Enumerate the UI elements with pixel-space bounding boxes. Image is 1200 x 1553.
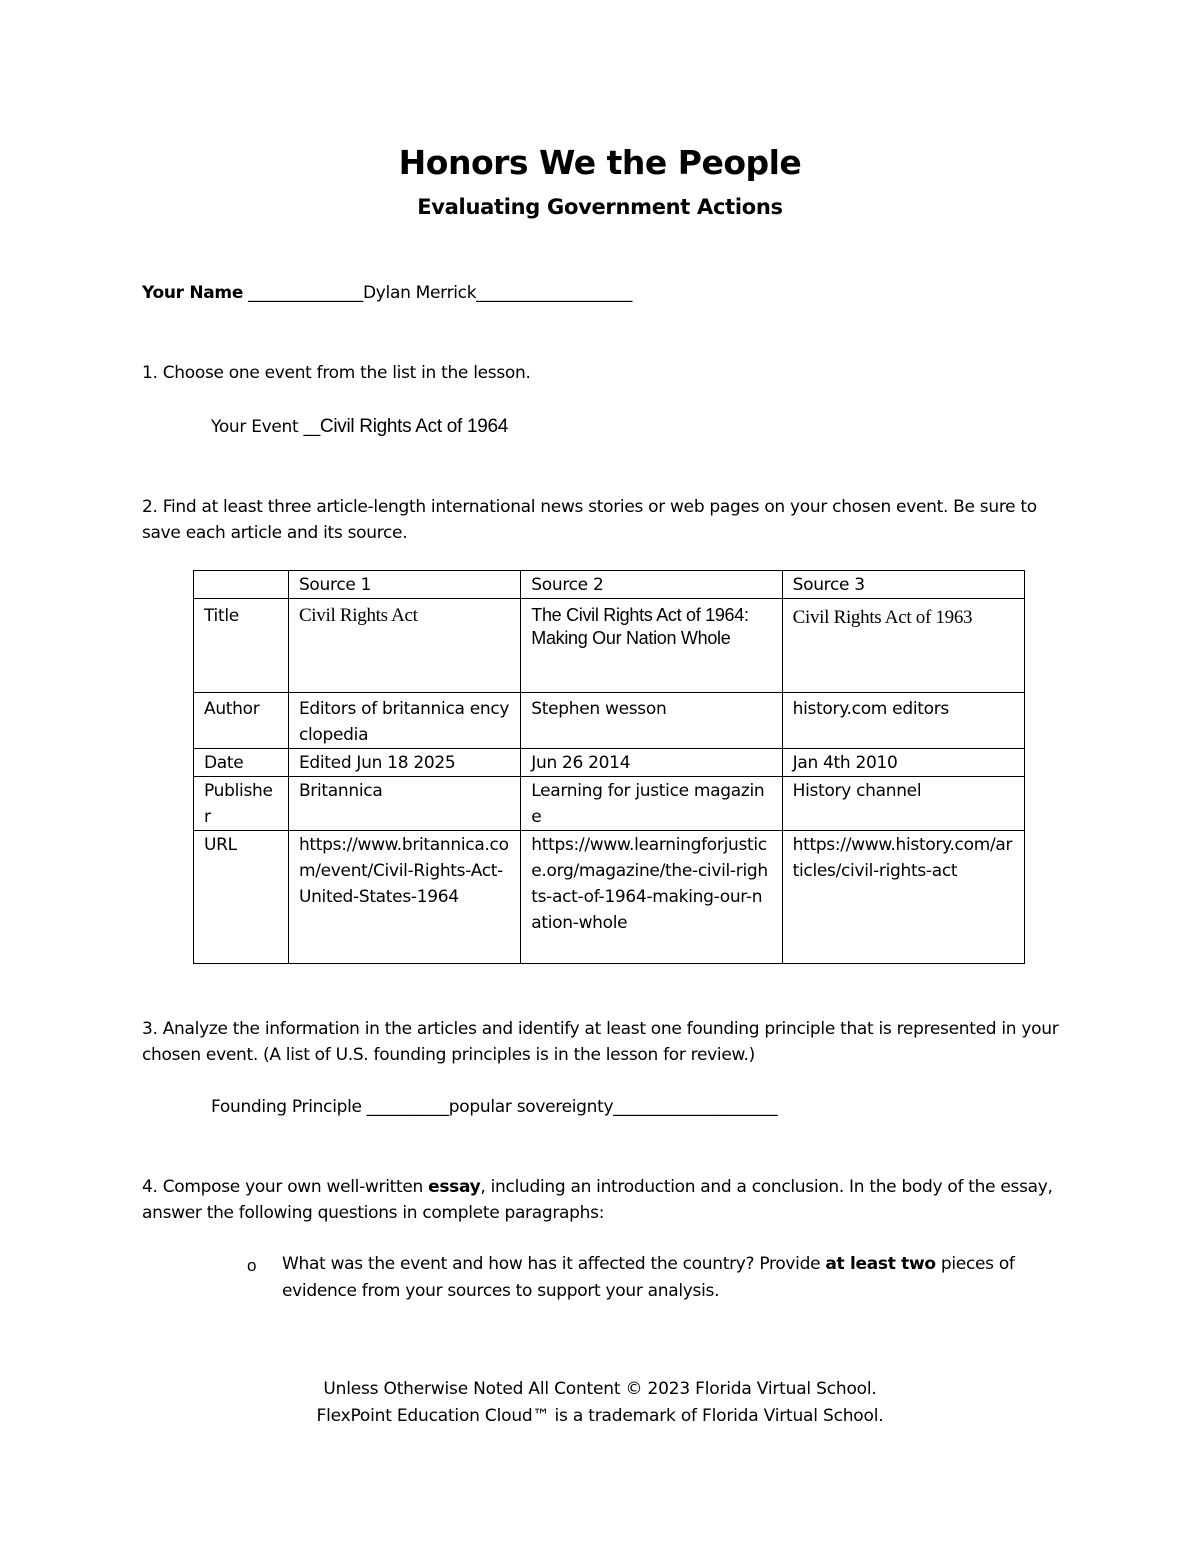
table-cell: Edited Jun 18 2025 [288,749,520,777]
name-label: Your Name [142,283,244,303]
row-label: Date [194,749,289,777]
footer-copyright: Unless Otherwise Noted All Content © 2023 Florida Virtual School. [323,1379,877,1399]
table-cell: History channel [782,777,1024,831]
table-cell: https://www.britannica.com/event/Civil-Rights-Act-United-States-1964 [288,831,520,964]
table-header-cell [194,571,289,599]
title-source-3: Civil Rights Act of 1963 [792,607,973,628]
table-cell: history.com editors [782,693,1024,749]
event-value: Civil Rights Act of 1964 [319,416,509,437]
table-cell: Britannica [288,777,520,831]
principle-line [211,1097,777,1117]
table-cell: Stephen wesson [521,693,782,749]
row-label: Publisher [194,777,289,831]
question-3-prompt: 3. Analyze the information in the articles and identify at least one founding principle that is represented in your chosen event. (A list of U.S. founding principles is in the lesson for review.) [142,1019,1059,1065]
table-row-publisher [194,777,1025,831]
name-value: ______________Dylan Merrick___________________ [243,283,633,303]
row-label: Author [194,693,289,749]
question-4-bold: essay [428,1177,481,1197]
table-cell [288,599,520,693]
footer-trademark: FlexPoint Education Cloud™ is a trademark of Florida Virtual School. [316,1406,884,1426]
table-row-author [194,693,1025,749]
bullet-text-rest: pieces of evidence from your sources to support your analysis. [282,1254,1015,1301]
row-label: URL [194,831,289,964]
name-line [142,283,632,303]
question-2-prompt: 2. Find at least three article-length international news stories or web pages on your chosen event. Be sure to save each article and its source. [142,497,1037,543]
sources-table [193,570,1025,964]
principle-label: Founding Principle __________ [211,1097,449,1117]
table-row-title [194,599,1025,693]
principle-trail: ____________________ [613,1097,778,1117]
table-row-date [194,749,1025,777]
event-label: Your Event __ [211,417,320,437]
title-source-2: The Civil Rights Act of 1964: Making Our Nation Whole [531,605,749,648]
table-cell: Learning for justice magazine [521,777,782,831]
table-cell [521,599,782,693]
bullet-marker: o [247,1256,257,1275]
table-header-cell: Source 2 [521,571,782,599]
table-row-url [194,831,1025,964]
question-4-prompt [142,1174,1062,1226]
title-source-1: Civil Rights Act [298,605,418,626]
page-title: Honors We the People [398,143,802,182]
table-cell [782,599,1024,693]
bullet-text: What was the event and how has it affected the country? Provide [282,1254,826,1274]
table-header-cell: Source 1 [288,571,520,599]
event-line [211,416,508,438]
question-4-text: 4. Compose your own well-written [142,1177,429,1197]
table-cell: Jun 26 2014 [521,749,782,777]
row-label: Title [194,599,289,693]
table-cell: https://www.learningforjustice.org/magazine/the-civil-rights-act-of-1964-making-our-nation-whole [521,831,782,964]
table-cell: Editors of britannica encyclopedia [288,693,520,749]
table-cell: https://www.history.com/articles/civil-rights-act [782,831,1024,964]
principle-value: popular sovereignty [448,1097,614,1117]
table-header-cell: Source 3 [782,571,1024,599]
table-header-row [194,571,1025,599]
page-subtitle: Evaluating Government Actions [417,195,783,219]
bullet-bold: at least two [825,1254,936,1274]
question-4-text-rest: , including an introduction and a conclusion. In the body of the essay, answer the following questions in complete paragraphs: [142,1177,1053,1223]
table-cell: Jan 4th 2010 [782,749,1024,777]
question-1-prompt: 1. Choose one event from the list in the lesson. [142,363,531,383]
bullet-item [282,1251,1062,1305]
